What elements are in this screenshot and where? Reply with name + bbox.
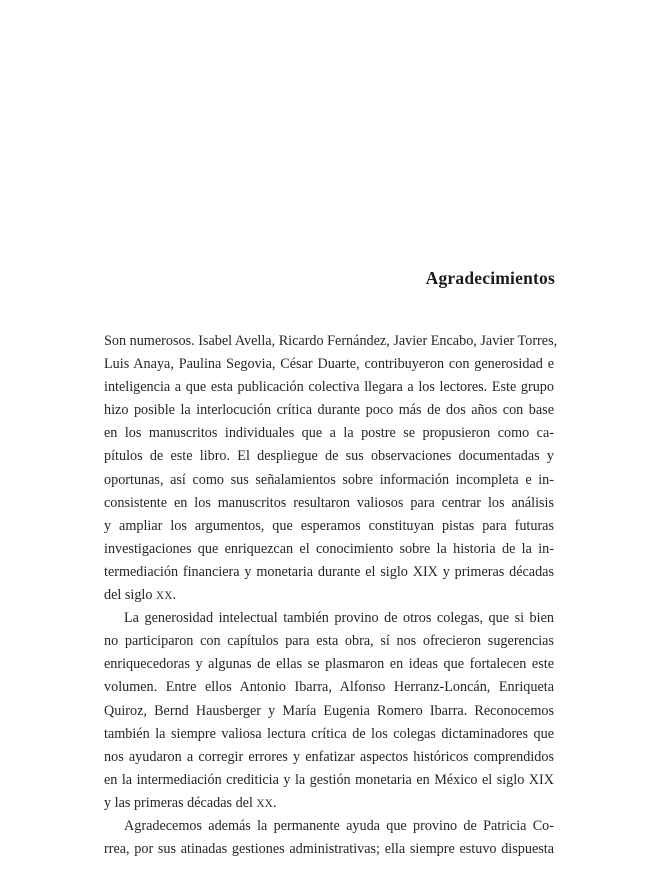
text-line: no participaron con capítulos para esta obra, sí nos ofrecieron sugerencias xyxy=(104,633,554,650)
text-line: Luis Anaya, Paulina Segovia, César Duarte, contribuyeron con generosidad e xyxy=(104,356,554,373)
text-line: nos ayudaron a corregir errores y enfatizar aspectos históricos comprendidos xyxy=(104,748,554,765)
text-line: en los manuscritos individuales que a la postre se propusieron como ca- xyxy=(104,425,554,442)
text-line: La generosidad intelectual también provino de otros colegas, que si bien xyxy=(124,610,554,627)
text-line: Agradecemos además la permanente ayuda que provino de Patricia Co- xyxy=(124,817,554,834)
text-line: consistente en los manuscritos resultaron valiosos para centrar los análisis xyxy=(104,494,554,511)
text-line: hizo posible la interlocución crítica durante poco más de dos años con base xyxy=(104,402,554,419)
text-line: volumen. Entre ellos Antonio Ibarra, Alfonso Herranz-Loncán, Enriqueta xyxy=(104,679,554,696)
text-line: en la intermediación crediticia y la gestión monetaria en México el siglo XIX xyxy=(104,771,554,788)
text-line: Quiroz, Bernd Hausberger y María Eugenia Romero Ibarra. Reconocemos xyxy=(104,702,554,719)
body-text xyxy=(104,330,558,861)
text-line: enriquecedoras y algunas de ellas se plasmaron en ideas que fortalecen este xyxy=(104,656,554,673)
text-line: inteligencia a que esta publicación colectiva llegara a los lectores. Este grupo xyxy=(104,379,554,396)
text-line: también la siempre valiosa lectura crítica de los colegas dictaminadores que xyxy=(104,725,554,742)
text-line: oportunas, así como sus señalamientos sobre información incompleta e in- xyxy=(104,471,554,488)
text-line: y las primeras décadas del XX. xyxy=(104,794,277,811)
text-line: termediación financiera y monetaria durante el siglo XIX y primeras décadas xyxy=(104,563,554,580)
text-line: pítulos de este libro. El despliegue de sus observaciones documentadas y xyxy=(104,448,554,465)
text-line: del siglo XX. xyxy=(104,587,177,604)
text-line: Son numerosos. Isabel Avella, Ricardo Fernández, Javier Encabo, Javier Torres, xyxy=(104,333,558,349)
page-title: Agradecimientos xyxy=(425,268,555,288)
text-line: rrea, por sus atinadas gestiones administrativas; ella siempre estuvo dispuesta xyxy=(104,841,554,858)
text-line: investigaciones que enriquezcan el conocimiento sobre la historia de la in- xyxy=(104,540,554,557)
text-line: y ampliar los argumentos, que esperamos constituyan pistas para futuras xyxy=(104,517,554,534)
